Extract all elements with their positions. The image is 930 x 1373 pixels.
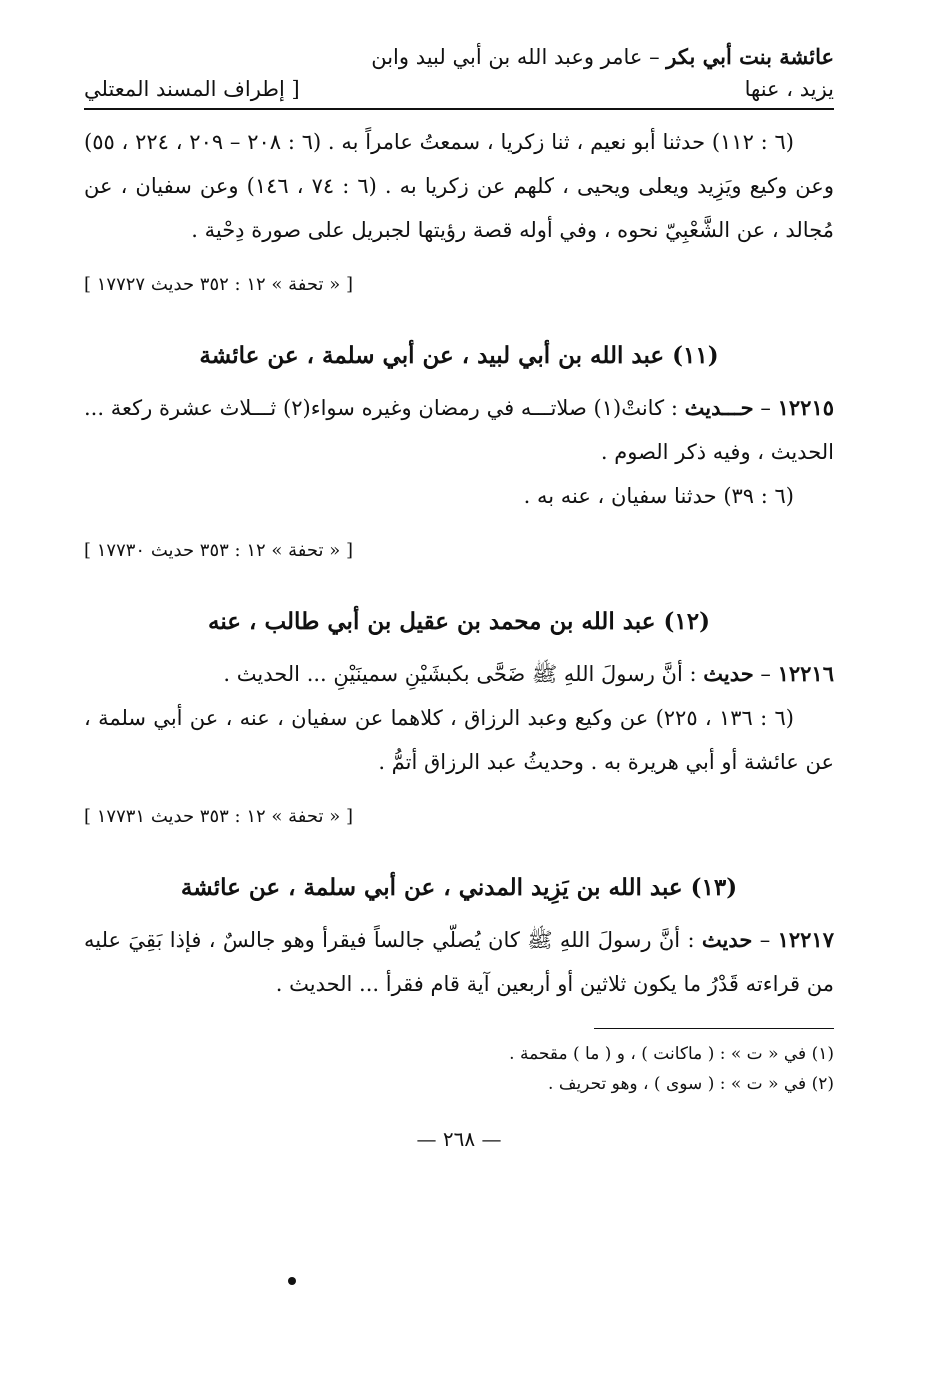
footnote-2: (٢) في « ت » : ( سوى ) ، وهو تحريف . bbox=[548, 1074, 834, 1094]
header-subtitle: يزيد ، عنها bbox=[744, 77, 834, 101]
hadith-label: حديث bbox=[701, 927, 753, 952]
hadith-12216: ١٢٢١٦ – حديث : أنَّ رسولَ اللهِ ﷺ ضَحَّى بكبشَيْنِ سمينَيْنِ ... الحديث . bbox=[223, 661, 834, 686]
running-header-title bbox=[84, 40, 834, 74]
section-13-heading: (١٣) عبد الله بن يَزِيد المدني ، عن أبي سلمة ، عن عائشة bbox=[180, 874, 738, 901]
hadith-number: ١٢٢١٥ bbox=[777, 395, 835, 420]
hadith-number: ١٢٢١٧ bbox=[777, 927, 834, 952]
tuhfa-reference-1: [ « تحفة » ١٢ : ٣٥٢ حديث ١٧٧٢٧ ] bbox=[84, 274, 353, 295]
page-number: — ٢٦٨ — bbox=[416, 1127, 502, 1151]
hadith-label: حـــديث bbox=[684, 395, 754, 420]
header-book-name: [ إطراف المسند المعتلي bbox=[84, 77, 300, 101]
ink-dot bbox=[288, 1277, 296, 1285]
section-11-heading: (١١) عبد الله بن أبي لبيد ، عن أبي سلمة ، عن عائشة bbox=[199, 342, 719, 369]
hadith-text: : أنَّ رسولَ اللهِ ﷺ كان يُصلّي جالساً فيقرأ وهو جالسٌ ، فإذا بَقِيَ عليه من قراءته قَدْرُ ما يكون ثلاثين أو أربعين آية قام فقرأ ... الحديث . bbox=[84, 928, 834, 996]
hadith-12215: ١٢٢١٥ – حـــديث : كانتْ(١) صلاتـــه في رمضان وغيره سواء(٢) ثـــلاث عشرة ركعة ... الحديث ، وفيه ذكر الصوم . bbox=[84, 395, 835, 464]
page bbox=[84, 40, 834, 1151]
hadith-number: ١٢٢١٦ bbox=[777, 661, 834, 686]
header-title-rest: – عامر وعبد الله بن أبي لبيد وابن bbox=[371, 45, 667, 69]
footnote-divider bbox=[594, 1028, 834, 1029]
block1-paragraph: (٦ : ١١٢) حدثنا أبو نعيم ، ثنا زكريا ، سمعتُ عامراً به . (٦ : ٢٠٨ – ٢٠٩ ، ٢٢٤ ، ٥٥) وعن وكيع ويَزِيد ويعلى ويحيى ، كلهم عن زكريا به . (٦ : ٧٤ ، ١٤٦) وعن سفيان ، عن مُجالد ، عن الشَّعْبِيّ نحوه ، وفي أوله قصة رؤيتها لجبريل على صورة دِحْية . bbox=[84, 130, 834, 242]
hadith-12217: ١٢٢١٧ – حديث : أنَّ رسولَ اللهِ ﷺ كان يُصلّي جالساً فيقرأ وهو جالسٌ ، فإذا بَقِيَ عليه من قراءته قَدْرُ ما يكون ثلاثين أو أربعين آية قام فقرأ ... الحديث . bbox=[84, 927, 834, 996]
isnad-12216: (٦ : ١٣٦ ، ٢٢٥) عن وكيع وعبد الرزاق ، كلاهما عن سفيان ، عنه ، عن أبي سلمة ، عن عائشة أو أبي هريرة به . وحديثُ عبد الرزاق أتمُّ . bbox=[84, 706, 834, 774]
tuhfa-reference-3: [ « تحفة » ١٢ : ٣٥٣ حديث ١٧٧٣١ ] bbox=[84, 806, 353, 827]
footnote-1: (١) في « ت » : ( ماكانت ) ، و ( ما ) مقحمة . bbox=[509, 1044, 834, 1064]
isnad-12215: (٦ : ٣٩) حدثنا سفيان ، عنه به . bbox=[523, 484, 794, 508]
header-title-bold: عائشة بنت أبي بكر bbox=[666, 44, 834, 69]
tuhfa-reference-2: [ « تحفة » ١٢ : ٣٥٣ حديث ١٧٧٣٠ ] bbox=[84, 540, 353, 561]
hadith-text: : كانتْ(١) صلاتـــه في رمضان وغيره سواء(٢) ثـــلاث عشرة ركعة ... الحديث ، وفيه ذكر الصوم . bbox=[84, 396, 834, 464]
hadith-text: : أنَّ رسولَ اللهِ ﷺ ضَحَّى بكبشَيْنِ سمينَيْنِ ... الحديث . bbox=[223, 662, 704, 686]
hadith-label: حديث bbox=[703, 661, 754, 686]
section-12-heading: (١٢) عبد الله بن محمد بن عقيل بن أبي طالب ، عنه bbox=[208, 608, 710, 635]
running-header-sub bbox=[84, 74, 834, 110]
